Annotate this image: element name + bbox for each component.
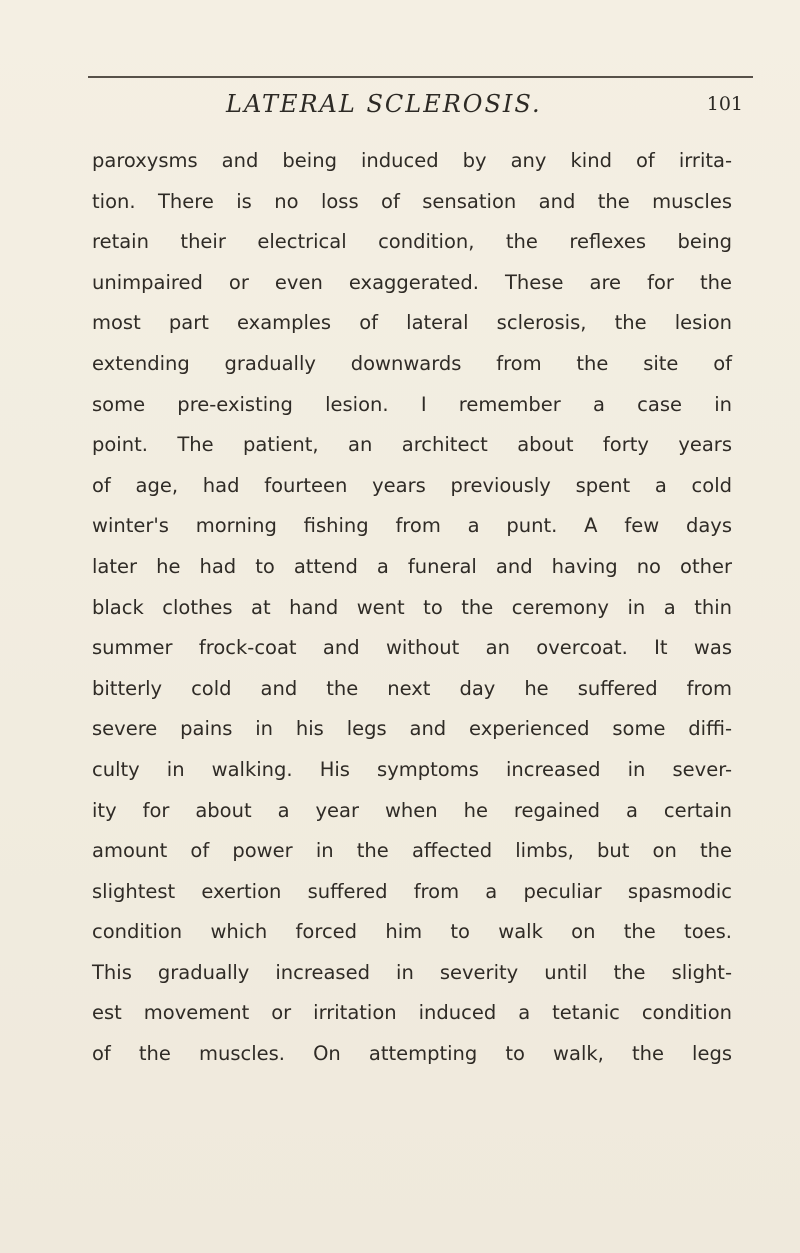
text-line: severe pains in his legs and experienced some diffi- xyxy=(92,717,732,741)
text-line: ity for about a year when he regained a certain xyxy=(92,798,732,822)
text-line: winter's morning fishing from a punt. A few days xyxy=(92,514,732,538)
text-line: amount of power in the affected limbs, but on the xyxy=(92,839,732,863)
running-title: LATERAL SCLEROSIS. xyxy=(226,90,542,118)
text-line: This gradually increased in severity until the slight- xyxy=(92,960,732,984)
text-line: point. The patient, an architect about forty years xyxy=(92,433,732,457)
text-line: summer frock-coat and without an overcoat. It was xyxy=(92,636,732,660)
text-line: extending gradually downwards from the site of xyxy=(92,351,732,375)
page-header xyxy=(88,90,753,130)
text-line: of the muscles. On attempting to walk, the legs xyxy=(92,1042,732,1066)
text-line: of age, had fourteen years previously spent a cold xyxy=(92,473,732,497)
text-line: culty in walking. His symptoms increased in sever- xyxy=(92,757,732,781)
text-line: bitterly cold and the next day he suffered from xyxy=(92,676,732,700)
text-line: black clothes at hand went to the ceremony in a thin xyxy=(92,595,732,619)
header-rule xyxy=(88,76,753,78)
page-number: 101 xyxy=(706,93,743,115)
body-text xyxy=(92,148,732,1082)
text-line: paroxysms and being induced by any kind of irrita- xyxy=(92,149,732,172)
text-line: retain their electrical condition, the reflexes being xyxy=(92,230,732,254)
text-line: later he had to attend a funeral and having no other xyxy=(92,554,732,578)
text-line: condition which forced him to walk on the toes. xyxy=(92,920,732,944)
text-line: tion. There is no loss of sensation and the muscles xyxy=(92,189,732,213)
text-line: est movement or irritation induced a tetanic condition xyxy=(92,1001,732,1025)
text-line: slightest exertion suffered from a peculiar spasmodic xyxy=(92,879,732,903)
text-line: some pre-existing lesion. I remember a case in xyxy=(92,392,732,416)
text-line: unimpaired or even exaggerated. These are for the xyxy=(92,270,732,294)
text-line: most part examples of lateral sclerosis, the lesion xyxy=(92,311,732,335)
